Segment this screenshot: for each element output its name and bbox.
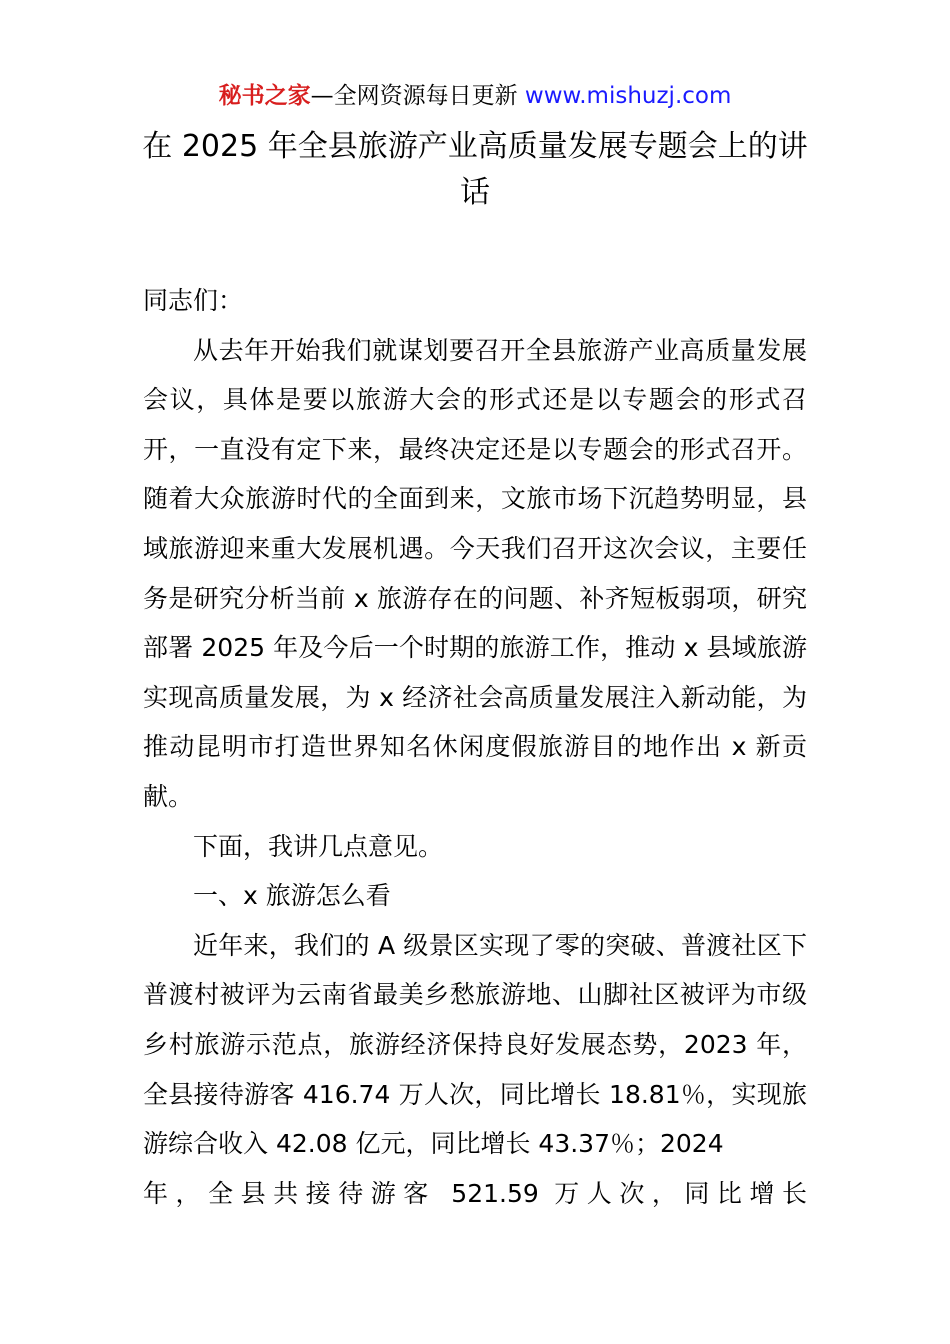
paragraph-intro: 从去年开始我们就谋划要召开全县旅游产业高质量发展会议，具体是要以旅游大会的形式还是以专题会的形式召开，一直没有定下来，最终决定还是以专题会的形式召开。随着大众旅游时代的全面到来，文旅市场下沉趋势明显，县域旅游迎来重大发展机遇。今天我们召开这次会议，主要任务是研究分析当前 x 旅游存在的问题、补齐短板弱项，研究部署 2025 年及今后一个时期的旅游工作，推动 x 县域旅游实现高质量发展，为 x 经济社会高质量发展注入新动能，为推动昆明市打造世界知名休闲度假旅游目的地作出 x 新贡献。 <box>143 335 807 811</box>
brand-name: 秘书之家 <box>218 83 311 109</box>
document-body <box>143 276 807 1218</box>
site-header <box>0 80 950 112</box>
document-title: 在 2025 年全县旅游产业高质量发展专题会上的讲话 <box>142 129 808 210</box>
salutation: 同志们： <box>143 286 244 315</box>
site-url-link[interactable]: www.mishuzj.com <box>524 83 732 109</box>
header-tagline: —全网资源每日更新 <box>310 83 525 109</box>
paragraph-achievements: 近年来，我们的 A 级景区实现了零的突破、普渡社区下普渡村被评为云南省最美乡愁旅游地、山脚社区被评为市级乡村旅游示范点，旅游经济保持良好发展态势，2023 年，全县接待游客 416.74 万人次，同比增长 18.81％，实现旅游综合收入 42.08 亿元，同比增长 43.37％；2024 <box>143 930 807 1159</box>
paragraph-continued: 年，全县共接待游客 521.59 万人次，同比增长 <box>143 1178 807 1208</box>
paragraph-transition: 下面，我讲几点意见。 <box>193 831 444 861</box>
section-heading: 一、x 旅游怎么看 <box>193 881 391 911</box>
